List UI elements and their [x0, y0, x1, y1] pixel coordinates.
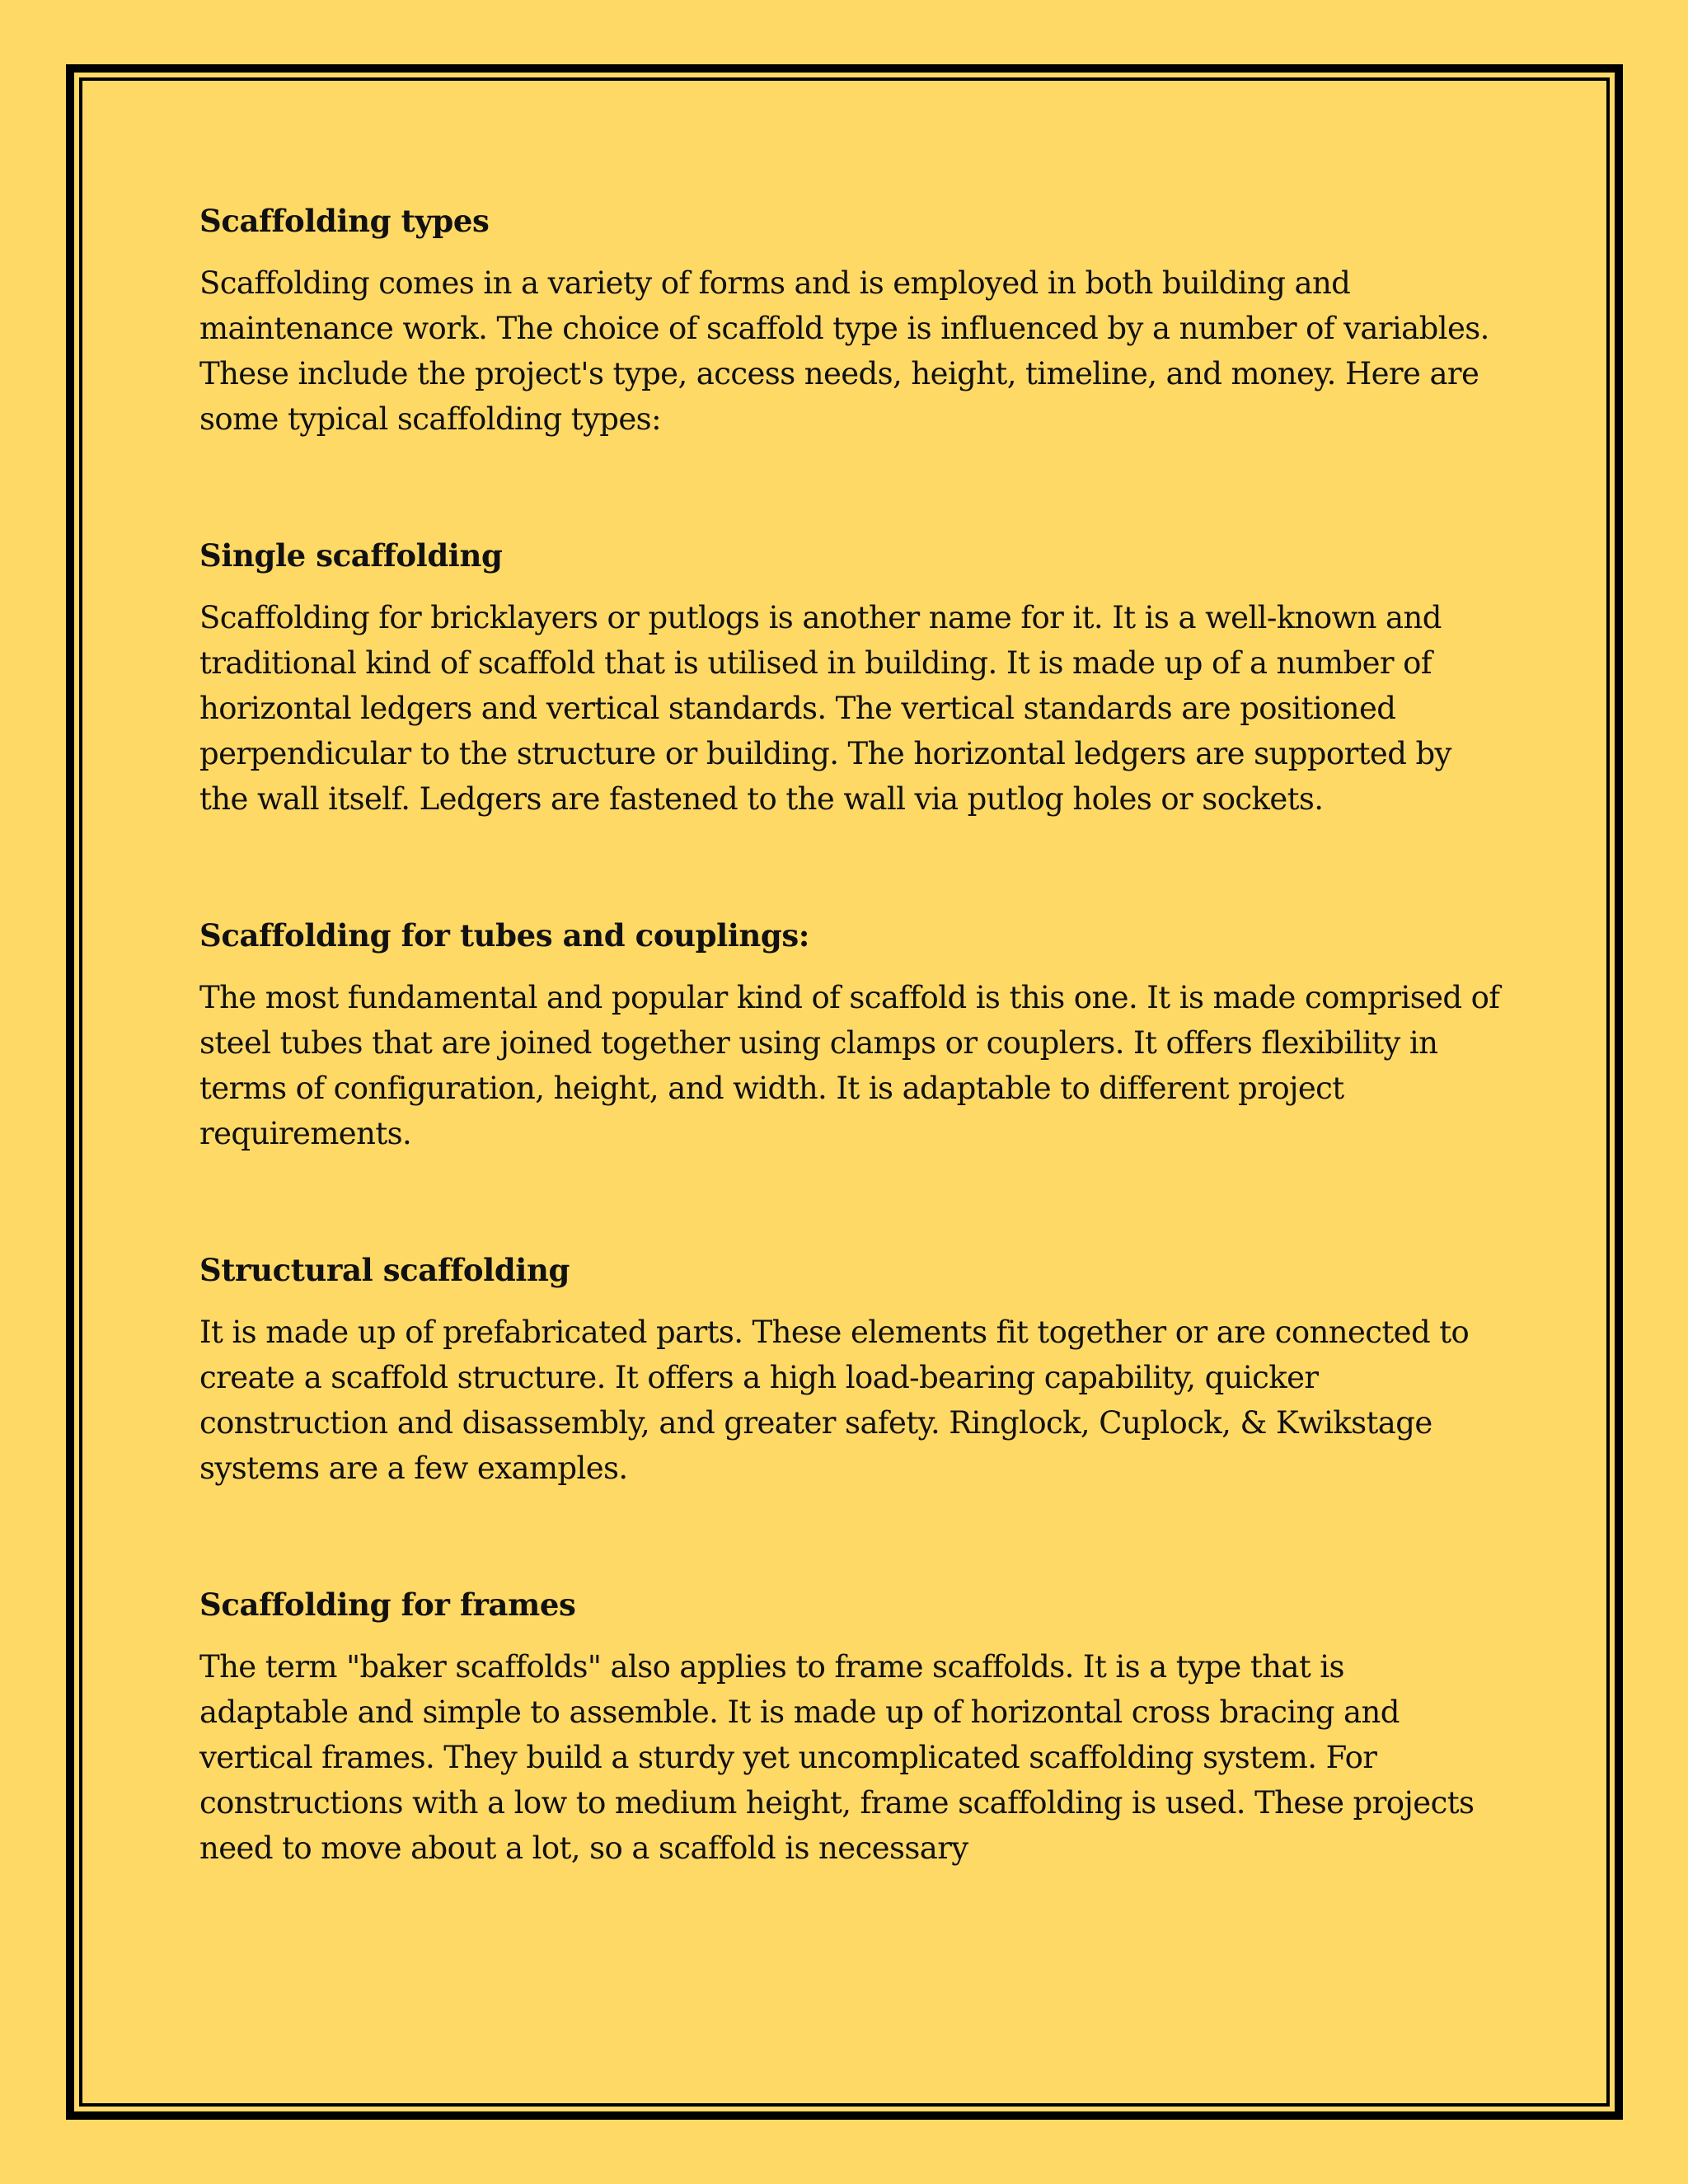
section-heading: Single scaffolding [199, 537, 503, 574]
section-body: Scaffolding comes in a variety of forms and is employed in both building and maintenance work. The choice of scaffold type is influenced by a number of variables. These include the project's type, access needs, height, timeline, and money. Here are some typical scaffolding types: [199, 265, 1489, 437]
document-content [199, 198, 1502, 1871]
section-heading: Structural scaffolding [199, 1252, 570, 1288]
section-tubes-and-couplings [199, 912, 1502, 1156]
section-body: The most fundamental and popular kind of scaffold is this one. It is made comprised of steel tubes that are joined together using clamps or couplers. It offers flexibility in terms of configuration, height, and width. It is adaptable to different project requirements. [199, 980, 1500, 1151]
section-body: Scaffolding for bricklayers or putlogs is another name for it. It is a well-known and traditional kind of scaffold that is utilised in building. It is made up of a number of horizontal ledgers and vertical standards. The vertical standards are positioned perpendicular to the structure or building. The horizontal ledgers are supported by the wall itself. Ledgers are fastened to the wall via putlog holes or sockets. [199, 600, 1451, 817]
section-heading: Scaffolding for frames [199, 1586, 576, 1623]
section-heading: Scaffolding types [199, 203, 490, 239]
section-heading: Scaffolding for tubes and couplings: [199, 917, 810, 954]
section-scaffolding-for-frames [199, 1582, 1502, 1871]
section-structural-scaffolding [199, 1247, 1502, 1491]
section-body: The term "baker scaffolds" also applies to frame scaffolds. It is a type that is adaptable and simple to assemble. It is made up of horizontal cross bracing and vertical frames. They build a sturdy yet uncomplicated scaffolding system. For constructions with a low to medium height, frame scaffolding is used. These projects need to move about a lot, so a scaffold is necessary [199, 1649, 1475, 1866]
section-body: It is made up of prefabricated parts. These elements fit together or are connected to create a scaffold structure. It offers a high load-bearing capability, quicker construction and disassembly, and greater safety. Ringlock, Cuplock, & Kwikstage systems are a few examples. [199, 1315, 1470, 1486]
section-scaffolding-types [199, 198, 1502, 442]
section-single-scaffolding [199, 532, 1502, 822]
